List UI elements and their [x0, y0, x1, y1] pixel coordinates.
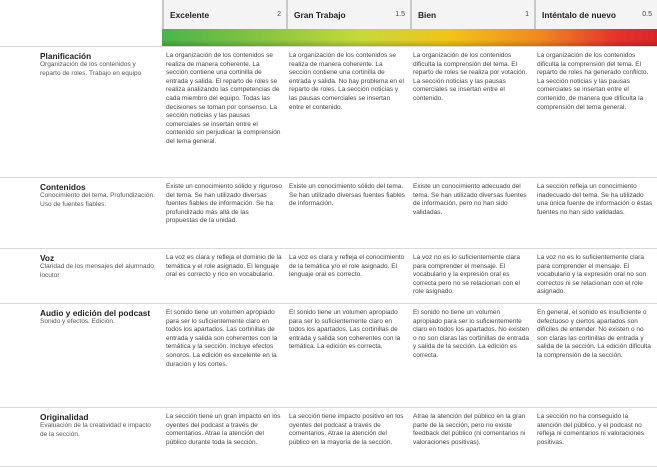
rubric-cell[interactable]: La sección no ha conseguido la atención del público, y el podcast no refleja ni comentarios ni valoraciones positivas. — [537, 413, 644, 446]
level-header-excelente[interactable] — [162, 0, 286, 29]
rubric-cell[interactable]: Existe un conocimiento sólido del tema. Se han utilizado diversas fuentes fiables de información. — [289, 183, 405, 208]
level-points: 1 — [525, 11, 529, 18]
criterion-header — [40, 183, 158, 209]
rubric-cell[interactable]: El sonido no tiene un volumen apropiado para ser lo suficientemente claro en todos los apartados. No existen o no son claras las cortinillas de entrada y salida de la sección. La edición es correcta. — [413, 309, 529, 359]
criterion-row-contenidos — [0, 177, 657, 248]
rubric-cell[interactable]: El sonido tiene un volumen apropiado para ser lo suficientemente claro en todos los apartados. Las cortinillas de entrada y salida son coherentes con la temática. La edición es correcta. — [289, 309, 401, 351]
rubric-cell[interactable]: La organización de los contenidos se realiza de manera coherente. La sección contiene una cortinilla de entrada y salida. El reparto de roles se realiza analizando las competencias de cada miembro del equipo. Todas las decisiones se toman por consenso. La sección noticias y las pausas comerciales se insertan entre el contenido sin perjudicar la comprensión del tema general. — [166, 52, 281, 145]
level-header-bien[interactable] — [410, 0, 534, 29]
rubric-cell[interactable]: Atrae la atención del público en la gran parte de la sección, pero no existe feedback del público (ni comentarios ni valoraciones positivas). — [413, 413, 526, 446]
level-header-intentalo-de-nuevo[interactable] — [534, 0, 657, 29]
rubric-cell[interactable]: La voz no es lo suficientemente clara para comprender el mensaje. El vocabulario y la expresión oral es correcta pero no se relacionan con el role asignado. — [413, 254, 520, 296]
rubric-cell[interactable]: Existe un conocimiento adecuado del tema. Se han utilizado diversas fuentes de información, pero no han sido validadas. — [413, 183, 527, 216]
rubric-cell[interactable]: La voz es clara y refleja el dominio de la temática y el role asignado. El lenguaje oral es correcto y rico en vocabulario. — [166, 254, 282, 279]
rubric-cell[interactable]: La organización de los contenidos dificulta la comprensión del tema. El reparto de roles se realiza por votación. La sección noticias y las pausas comerciales se insertan entre el contenido. — [413, 52, 528, 102]
criterion-header — [40, 254, 158, 280]
level-points: 2 — [277, 11, 281, 18]
rubric-header — [0, 0, 657, 46]
criterion-description: Evaluación de la creatividad e impacto de la sección. — [40, 422, 151, 438]
rubric-cell[interactable]: La sección tiene un gran impacto en los oyentes del podcast a través de comentarios. Atrae la atención del público durante toda la sección. — [166, 413, 281, 446]
level-label: Bien — [418, 10, 437, 20]
level-label: Inténtalo de nuevo — [542, 10, 616, 20]
criterion-header — [40, 413, 158, 439]
level-header-gran-trabajo[interactable] — [286, 0, 410, 29]
rubric-cell[interactable]: La voz no es lo suficientemente clara para comprender el mensaje. El vocabulario y la expresión oral no son correctos ni se relacionan con el role asignado. — [537, 254, 647, 296]
criterion-title: Contenidos — [40, 182, 86, 192]
criterion-row-voz — [0, 248, 657, 303]
rubric-cell[interactable]: La voz es clara y refleja el conocimiento de la temática y/o el role asignado. El lenguaje oral es correcto. — [289, 254, 405, 279]
rubric-cell[interactable]: La sección refleja un conocimiento inadecuado del tema. Se ha utilizado una única fuente de información o éstas fuentes no han sido validadas. — [537, 183, 653, 216]
criterion-title: Originalidad — [40, 412, 89, 422]
level-points: 0.5 — [642, 11, 652, 18]
header-corner — [0, 0, 160, 46]
criterion-row-originalidad — [0, 407, 657, 466]
criterion-title: Audio y edición del podcast — [40, 308, 151, 318]
criterion-description: Conocimiento del tema. Profundización. Uso de fuentes fiables. — [40, 192, 155, 208]
rubric-cell[interactable]: El sonido tiene un volumen apropiado para ser lo suficientemente claro en todos los apartados. Las cortinillas de entrada y salida son coherentes con la temática y la sección. Incluye efectos sonoros. La edición es excelente en la duración y los cortes. — [166, 309, 278, 368]
criterion-description: Organización de los contenidos y reparto de roles. Trabajo en equipo — [40, 61, 142, 77]
rubric-cell[interactable]: Existe un conocimiento sólido y riguroso del tema. Se han utilizado diversas fuentes fiables de información. Se ha profundizado más allá de las propuestas de la unidad. — [166, 183, 282, 225]
rubric-cell[interactable]: La organización de los contenidos dificulta la comprensión del tema. El reparto de roles ha generado conflicto. La sección noticias y las pausas comerciales se insertan entre el contenido, de manera que dificulta la comprensión del tema general. — [537, 52, 649, 111]
criterion-title: Voz — [40, 253, 55, 263]
criterion-row-planificacion — [0, 46, 657, 177]
criterion-title: Planificación — [40, 51, 92, 61]
level-label: Gran Trabajo — [294, 10, 346, 20]
criterion-header — [40, 309, 158, 327]
criterion-description: Claridad de los mensajes del alumnado locutor — [40, 263, 154, 279]
rubric-cell[interactable]: En general, el sonido es insuficiente o defectuoso y ciertos apartados son difíciles de entender. No existen o no son claras las cortinillas de entrada y salida de la sección. La edición dificulta la comprensión de la sección. — [537, 309, 651, 359]
rubric-cell[interactable]: La sección tiene impacto positivo en los oyentes del podcast a través de comentarios. Atrae la atención del público en la mayoría de la sección. — [289, 413, 404, 446]
level-label: Excelente — [170, 10, 210, 20]
table-bottom-border — [0, 466, 657, 467]
criterion-header — [40, 52, 158, 78]
criterion-row-audio — [0, 303, 657, 407]
level-points: 1.5 — [395, 11, 405, 18]
criterion-description: Sonido y efectos. Edición. — [40, 318, 115, 325]
rubric-cell[interactable]: La organización de los contenidos se realiza de manera coherente. La sección contiene una cortinilla de entrada y salida. No hay problema en el reparto de roles. La sección noticias y las pausas comerciales se insertan entre el contenido. — [289, 52, 404, 111]
